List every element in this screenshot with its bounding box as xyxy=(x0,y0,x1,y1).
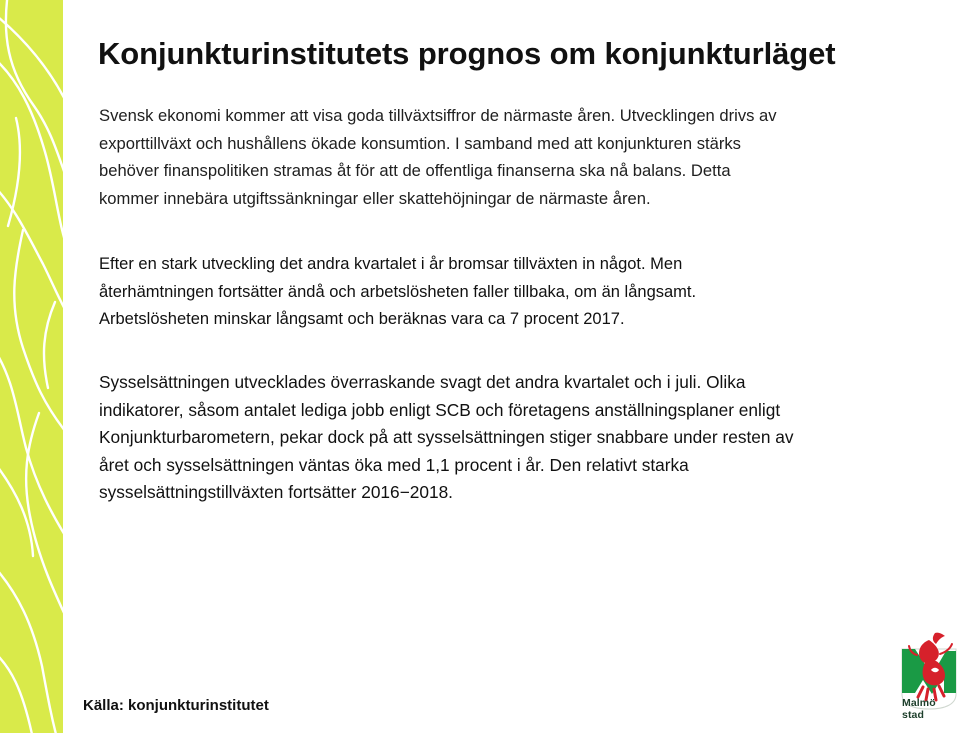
paragraph-line: Svensk ekonomi kommer att visa goda tillväxtsiffror de närmaste åren. Utvecklingen drivs av xyxy=(99,106,777,125)
growth-paragraph xyxy=(99,251,696,334)
paragraph-line: Konjunkturbarometern, pekar dock på att sysselsättningen stiger snabbare under resten av xyxy=(99,427,794,448)
source-label: Källa: konjunkturinstitutet xyxy=(83,697,269,714)
paragraph-line: exporttillväxt och hushållens ökade konsumtion. I samband med att konjunkturen stärks xyxy=(99,133,741,153)
paragraph-line: sysselsättningstillväxten fortsätter 2016−2018. xyxy=(99,482,453,503)
paragraph-line: året och sysselsättningen väntas öka med 1,1 procent i år. Den relativt starka xyxy=(99,454,689,475)
logo-caption: Malmö stad xyxy=(902,697,936,721)
paragraph-line: återhämtningen fortsätter ändå och arbetslösheten faller tillbaka, om än långsamt. xyxy=(99,282,697,301)
paragraph-line: indikatorer, såsom antalet lediga jobb enligt SCB och företagens anställningsplaner enligt xyxy=(99,399,781,420)
band-pattern xyxy=(0,0,63,733)
intro-paragraph xyxy=(99,102,777,212)
paragraph-line: behöver finanspolitiken stramas åt för att de offentliga finanserna ska nå balans. Detta xyxy=(99,161,731,181)
slide-title: Konjunkturinstitutets prognos om konjunkturläget xyxy=(98,36,836,71)
paragraph-line: Efter en stark utveckling det andra kvartalet i år bromsar tillväxten in något. Men xyxy=(99,255,683,273)
paragraph-line: Arbetslösheten minskar långsamt och beräknas vara ca 7 procent 2017. xyxy=(99,310,625,328)
paragraph-line: kommer innebära utgiftssänkningar eller skattehöjningar de närmaste åren. xyxy=(99,188,651,208)
paragraph-line: Sysselsättningen utvecklades överraskande svagt det andra kvartalet och i juli. Olika xyxy=(99,372,746,392)
left-decorative-band xyxy=(0,0,63,733)
employment-paragraph xyxy=(99,369,794,507)
